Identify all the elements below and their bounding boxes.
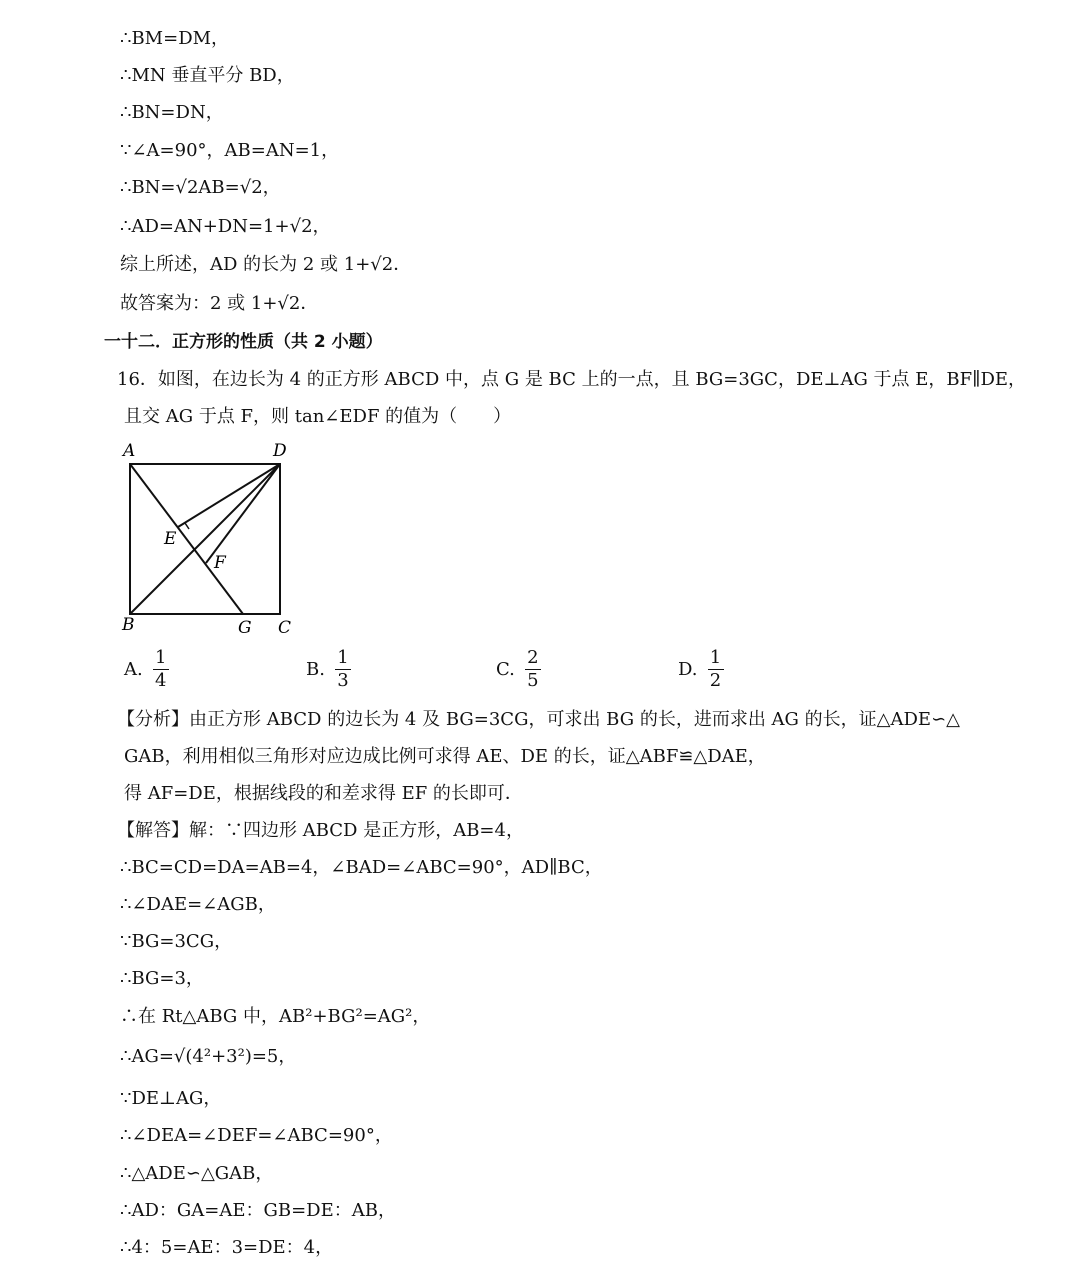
text-line: ∴BM=DM， xyxy=(120,28,230,49)
segment-df xyxy=(206,464,280,563)
solution-line: ∴△ADE∽△GAB， xyxy=(120,1163,274,1184)
choice-d[interactable] xyxy=(678,648,724,691)
numerator: 1 xyxy=(337,647,349,668)
segment-de xyxy=(178,464,280,527)
denominator: 5 xyxy=(527,670,539,691)
denominator: 2 xyxy=(709,670,722,691)
right-angle-mark xyxy=(178,523,189,529)
text-line: ∴BN=DN， xyxy=(120,102,224,123)
numerator: 1 xyxy=(709,647,722,668)
solution-line: 【解答】解：∵四边形 ABCD 是正方形，AB=4， xyxy=(117,820,524,841)
solution-line: ∴4：5=AE：3=DE：4， xyxy=(120,1237,334,1258)
section-heading: 一十二．正方形的性质（共 2 小题） xyxy=(104,332,383,352)
choice-fraction xyxy=(525,648,541,691)
text-line: 综上所述，AD 的长为 2 或 1+√2． xyxy=(120,254,412,275)
choice-fraction xyxy=(153,648,169,691)
question-line-1: 16．如图，在边长为 4 的正方形 ABCD 中，点 G 是 BC 上的一点，且 BG=3GC，DE⊥AG 于点 E，BF∥DE， xyxy=(117,369,1027,390)
segment-ag xyxy=(130,464,243,614)
segment-bd xyxy=(130,464,280,614)
solution-line: ∴∠DEA=∠DEF=∠ABC=90°， xyxy=(120,1125,393,1146)
question-line-2: 且交 AG 于点 F，则 tan∠EDF 的值为（ ） xyxy=(124,406,512,427)
choice-b[interactable] xyxy=(306,648,351,691)
label-a: A xyxy=(123,441,136,461)
analysis-line-2: GAB，利用相似三角形对应边成比例可求得 AE、DE 的长，证△ABF≌△DAE， xyxy=(124,746,766,767)
label-f: F xyxy=(214,553,226,573)
solution-line: ∴AD：GA=AE：GB=DE：AB， xyxy=(120,1200,396,1221)
solution-line: ∴∠DAE=∠AGB， xyxy=(120,894,276,915)
denominator: 4 xyxy=(155,670,167,691)
choice-letter: A. xyxy=(124,659,143,680)
choice-a[interactable] xyxy=(124,648,169,691)
text-line: ∴BN=√2AB=√2， xyxy=(120,177,281,198)
choice-c[interactable] xyxy=(496,648,541,691)
numerator: 1 xyxy=(155,647,167,668)
text-line: ∴AD=AN+DN=1+√2， xyxy=(120,216,331,237)
label-c: C xyxy=(278,618,292,638)
choice-letter: B. xyxy=(306,659,325,680)
choice-fraction xyxy=(708,648,724,691)
label-b: B xyxy=(122,615,135,635)
choice-fraction xyxy=(335,648,351,691)
label-e: E xyxy=(164,529,177,549)
denominator: 3 xyxy=(337,670,349,691)
analysis-line-3: 得 AF=DE，根据线段的和差求得 EF 的长即可． xyxy=(124,783,523,804)
label-d: D xyxy=(273,441,287,461)
text-line: 故答案为：2 或 1+√2． xyxy=(120,293,319,314)
solution-line: ∴BG=3， xyxy=(120,968,204,989)
numerator: 2 xyxy=(527,647,539,668)
solution-line: ∴AG=√(4²+3²)=5， xyxy=(120,1046,297,1067)
solution-line: ∵DE⊥AG， xyxy=(120,1088,222,1109)
label-g: G xyxy=(238,618,252,638)
text-line: ∴MN 垂直平分 BD， xyxy=(120,65,295,86)
analysis-line-1: 【分析】由正方形 ABCD 的边长为 4 及 BG=3CG，可求出 BG 的长，进而求出 AG 的长，证△ADE∽△ xyxy=(117,709,960,730)
choice-letter: D. xyxy=(678,659,698,680)
text-line: ∵∠A=90°，AB=AN=1， xyxy=(120,140,340,161)
solution-line: ∴BC=CD=DA=AB=4，∠BAD=∠ABC=90°，AD∥BC， xyxy=(120,857,603,878)
square-diagram xyxy=(110,438,310,638)
choice-letter: C. xyxy=(496,659,515,680)
geometry-figure xyxy=(110,438,310,642)
solution-line: ∴在 Rt△ABG 中，AB²+BG²=AG²， xyxy=(120,1006,431,1027)
solution-line: ∵BG=3CG， xyxy=(120,931,233,952)
